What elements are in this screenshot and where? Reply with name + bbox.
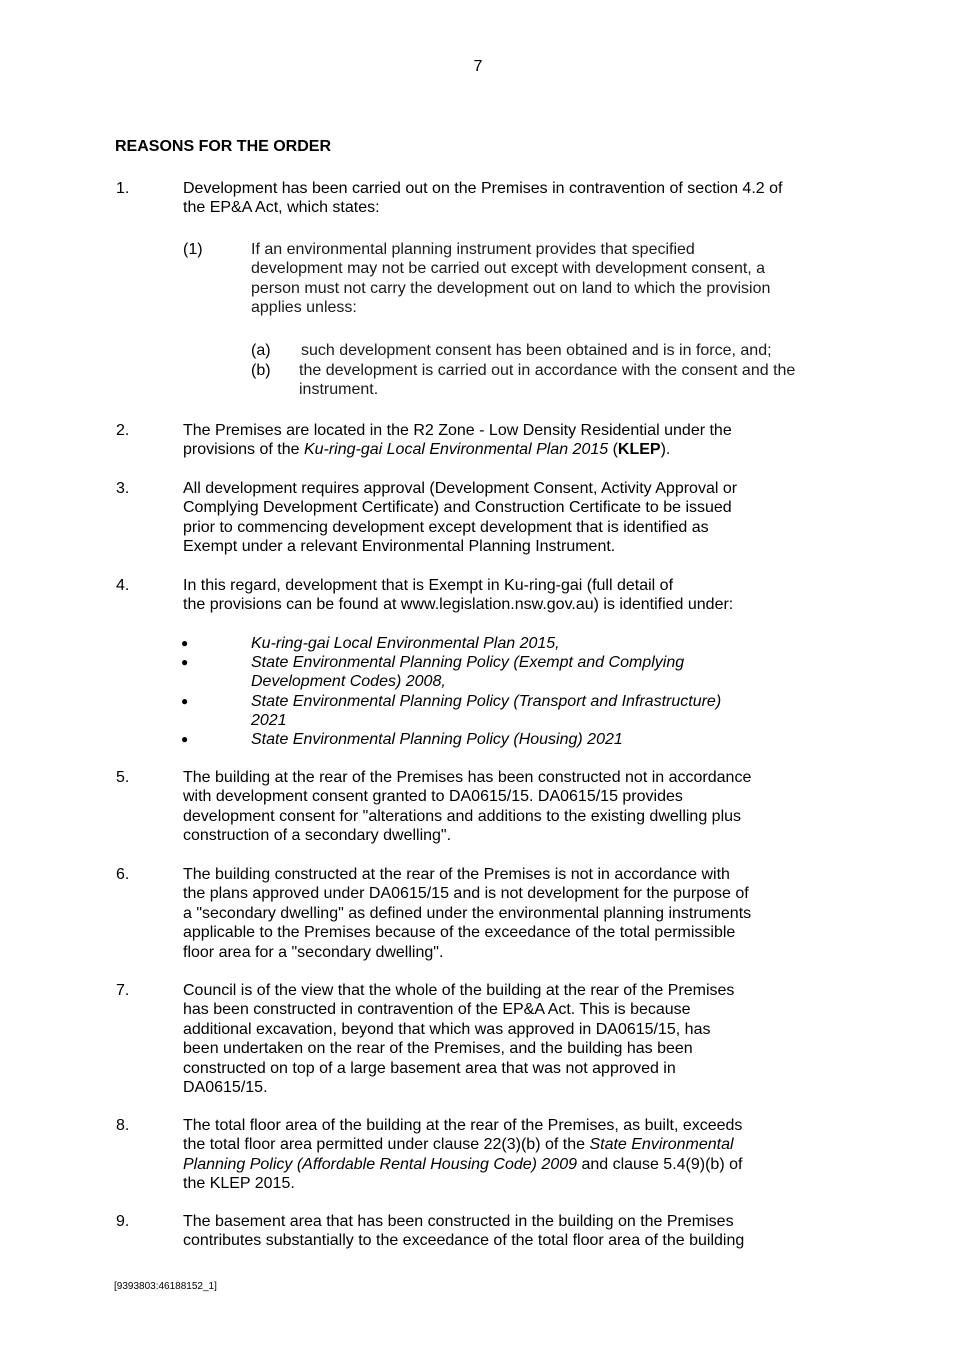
text-line: Ku-ring-gai Local Environmental Plan 2015, <box>251 635 560 652</box>
item-number: 2. <box>116 422 130 439</box>
item-number: 6. <box>116 866 130 883</box>
list-item <box>251 653 811 692</box>
item-number: 9. <box>116 1213 130 1230</box>
text-line: DA0615/15. <box>183 1079 268 1097</box>
quote-text <box>251 240 831 318</box>
paragraph-1 <box>183 179 823 218</box>
text-line: The building constructed at the rear of the Premises is not in accordance with <box>183 866 730 883</box>
sub-item-text <box>299 361 859 400</box>
text-run: ( <box>608 441 618 459</box>
list-item <box>251 692 811 731</box>
paragraph-3 <box>183 479 823 557</box>
list-item <box>251 730 811 749</box>
paragraph-9 <box>183 1212 823 1251</box>
text-run: ). <box>660 441 671 459</box>
text-run: and clause 5.4(9)(b) of <box>577 1155 743 1173</box>
text-line: The total floor area of the building at the rear of the Premises, as built, exceeds <box>183 1117 743 1134</box>
list-item <box>251 634 811 653</box>
text-line: applicable to the Premises because of the exceedance of the total permissible <box>183 924 736 942</box>
text-line: person must not carry the development out on land to which the provision <box>251 279 771 297</box>
text-line: prior to commencing development except development that is identified as <box>183 518 709 536</box>
plan-title: Ku-ring-gai Local Environmental Plan 2015 <box>303 441 609 459</box>
page-number: 7 <box>473 58 483 75</box>
text-run: the total floor area permitted under clause 22(3)(b) of the <box>183 1136 590 1154</box>
paragraph-4 <box>183 576 823 615</box>
text-line: The Premises are located in the R2 Zone - Low Density Residential under the <box>183 422 732 439</box>
text-line: contributes substantially to the exceedance of the total floor area of the building <box>183 1232 745 1250</box>
paragraph-8 <box>183 1116 823 1194</box>
text-line: The basement area that has been constructed in the building on the Premises <box>183 1213 734 1230</box>
text-line: additional excavation, beyond that which was approved in DA0615/15, has <box>183 1020 711 1038</box>
text-line: Development Codes) 2008, <box>251 673 446 691</box>
bullet-icon: ● <box>181 636 189 650</box>
text-line: the EP&A Act, which states: <box>183 199 380 217</box>
text-line: State Environmental Planning Policy (Housing) 2021 <box>251 731 623 748</box>
text-line: with development consent granted to DA0615/15. DA0615/15 provides <box>183 788 683 806</box>
text-line: Complying Development Certificate) and Construction Certificate to be issued <box>183 499 732 517</box>
text-line: Council is of the view that the whole of the building at the rear of the Premises <box>183 982 735 999</box>
text-line: Exempt under a relevant Environmental Planning Instrument. <box>183 538 616 556</box>
bullet-icon: ● <box>181 694 189 708</box>
sub-item-label: (a) <box>251 342 271 359</box>
paragraph-7 <box>183 981 823 1097</box>
document-reference: [9393803:46188152_1] <box>114 1281 217 1292</box>
text-run: provisions of the <box>183 441 304 459</box>
text-line <box>183 440 823 459</box>
text-line: In this regard, development that is Exempt in Ku-ring-gai (full detail of <box>183 577 674 594</box>
text-line: the provisions can be found at www.legislation.nsw.gov.au) is identified under: <box>183 596 734 614</box>
sub-item-label: (b) <box>251 362 271 379</box>
bullet-icon: ● <box>181 732 189 746</box>
item-number: 3. <box>116 480 130 497</box>
item-number: 7. <box>116 982 130 999</box>
policy-title: Planning Policy (Affordable Rental Housing Code) 2009 <box>183 1155 578 1173</box>
policy-title: State Environmental <box>589 1136 734 1154</box>
text-line: 2021 <box>251 712 287 730</box>
text-line <box>183 1155 823 1174</box>
text-line: floor area for a "secondary dwelling". <box>183 943 444 961</box>
item-number: 1. <box>116 180 130 197</box>
text-line: State Environmental Planning Policy (Transport and Infrastructure) <box>251 693 722 710</box>
item-number: 8. <box>116 1117 130 1134</box>
text-line: the KLEP 2015. <box>183 1175 295 1193</box>
text-line: been undertaken on the rear of the Premises, and the building has been <box>183 1040 693 1058</box>
text-line: the development is carried out in accordance with the consent and the <box>299 362 796 379</box>
defined-term: KLEP <box>617 441 661 459</box>
section-heading: REASONS FOR THE ORDER <box>115 138 332 155</box>
bullet-icon: ● <box>181 655 189 669</box>
text-line: has been constructed in contravention of the EP&A Act. This is because <box>183 1001 691 1019</box>
item-number: 5. <box>116 769 130 786</box>
text-line: construction of a secondary dwelling". <box>183 827 452 845</box>
text-line: constructed on top of a large basement area that was not approved in <box>183 1059 676 1077</box>
text-line: The building at the rear of the Premises has been constructed not in accordance <box>183 769 752 786</box>
text-line <box>183 1135 823 1154</box>
text-line: All development requires approval (Development Consent, Activity Approval or <box>183 480 738 497</box>
text-line: State Environmental Planning Policy (Exempt and Complying <box>251 654 685 671</box>
paragraph-5 <box>183 768 823 846</box>
text-line: Development has been carried out on the Premises in contravention of section 4.2 of <box>183 180 783 197</box>
item-number: 4. <box>116 577 130 594</box>
quote-number: (1) <box>183 241 203 258</box>
text-line: development may not be carried out except with development consent, a <box>251 260 766 278</box>
text-line: instrument. <box>299 381 379 399</box>
text-line: applies unless: <box>251 299 357 317</box>
paragraph-2 <box>183 421 823 460</box>
text-line: a "secondary dwelling" as defined under the environmental planning instruments <box>183 904 752 922</box>
paragraph-6 <box>183 865 823 962</box>
sub-item-text: such development consent has been obtained and is in force, and; <box>301 342 772 359</box>
text-line: development consent for "alterations and additions to the existing dwelling plus <box>183 807 742 825</box>
text-line: If an environmental planning instrument provides that specified <box>251 241 695 258</box>
text-line: the plans approved under DA0615/15 and is not development for the purpose of <box>183 885 749 903</box>
